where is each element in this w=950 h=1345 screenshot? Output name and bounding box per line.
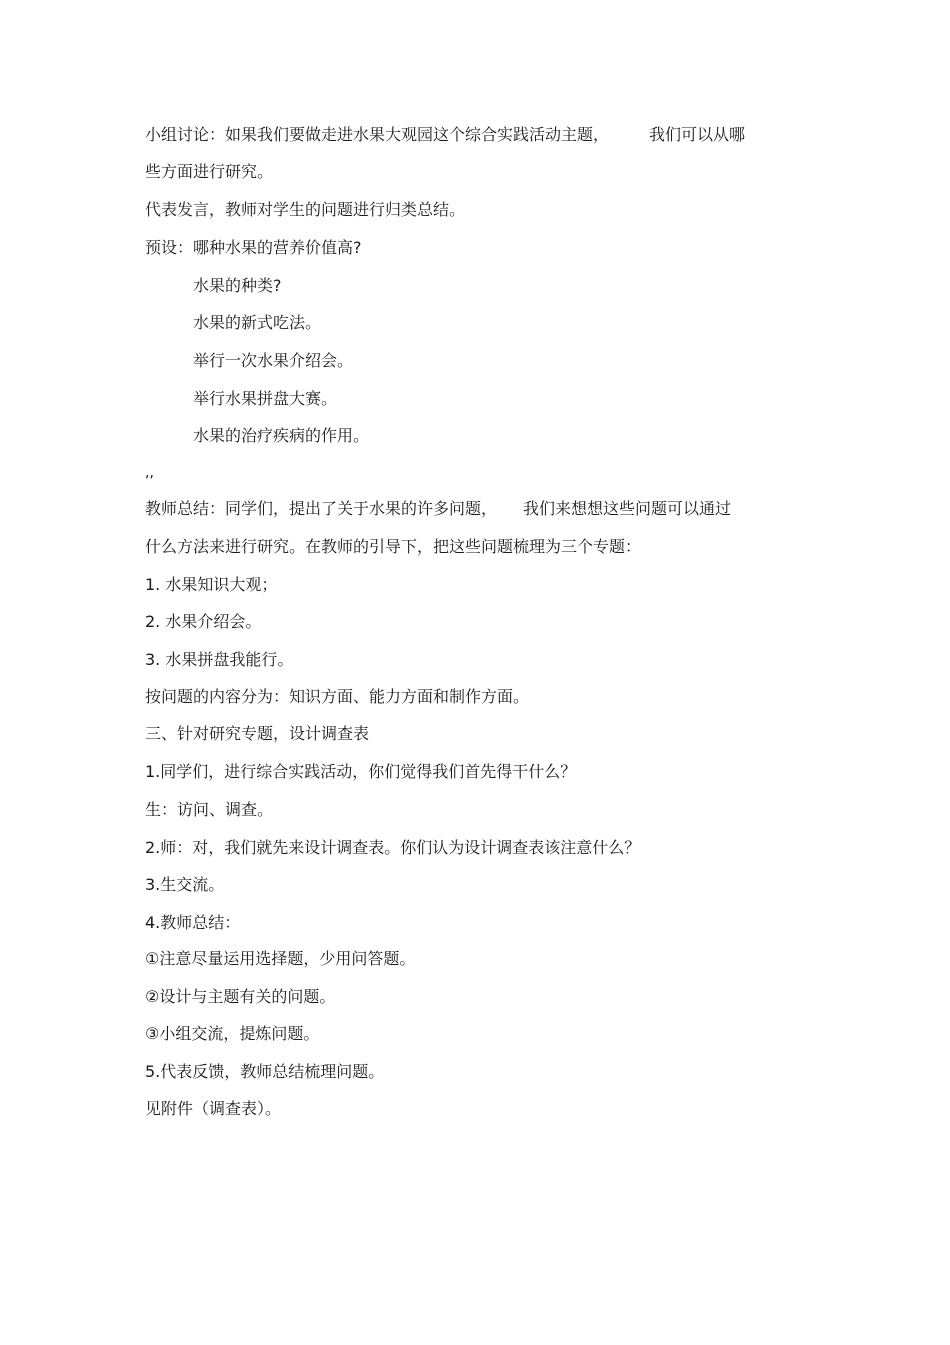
text-line: 见附件（调查表）。 [145,1099,282,1118]
stray-marks: ,, [145,465,154,481]
text-line: 小组讨论：如果我们要做走进水果大观园这个综合实践活动主题， [145,125,610,144]
list-item: 3. 水果拼盘我能行。 [145,650,294,669]
section-heading: 三、针对研究专题，设计调查表 [145,724,370,743]
text-line: 我们来想想这些问题可以通过 [523,499,732,518]
text-line: 什么方法来进行研究。在教师的引导下，把这些问题梳理为三个专题： [145,537,642,556]
list-item: 水果的新式吃法。 [193,313,322,332]
list-item: ①注意尽量运用选择题，少用问答题。 [145,949,416,968]
list-item: 举行水果拼盘大赛。 [193,389,338,408]
list-item: 举行一次水果介绍会。 [193,351,354,370]
text-line: 预设：哪种水果的营养价值高? [145,238,362,257]
list-item: 水果的种类? [193,276,282,295]
text-line: 1.同学们，进行综合实践活动，你们觉得我们首先得干什么？ [145,762,577,781]
paragraph-teacher-summary [145,498,731,520]
text-line: 些方面进行研究。 [145,162,274,181]
text-line: 我们可以从哪 [649,125,746,144]
text-line: 3.生交流。 [145,875,225,894]
text-line: 5.代表反馈，教师总结梳理问题。 [145,1062,385,1081]
list-item: ③小组交流，提炼问题。 [145,1024,320,1043]
list-item: 水果的治疗疾病的作用。 [193,426,370,445]
text-line: 按问题的内容分为：知识方面、能力方面和制作方面。 [145,687,530,706]
text-line: 2.师：对，我们就先来设计调查表。你们认为设计调查表该注意什么？ [145,838,641,857]
text-line: 代表发言，教师对学生的问题进行归类总结。 [145,200,466,219]
list-item: 1. 水果知识大观； [145,575,278,594]
list-item: 2. 水果介绍会。 [145,612,262,631]
paragraph-group-discussion [145,124,745,146]
text-line: 4.教师总结： [145,913,241,932]
text-line: 生：访问、调查。 [145,800,274,819]
text-line: 教师总结：同学们，提出了关于水果的许多问题， [145,499,498,518]
list-item: ②设计与主题有关的问题。 [145,987,336,1006]
